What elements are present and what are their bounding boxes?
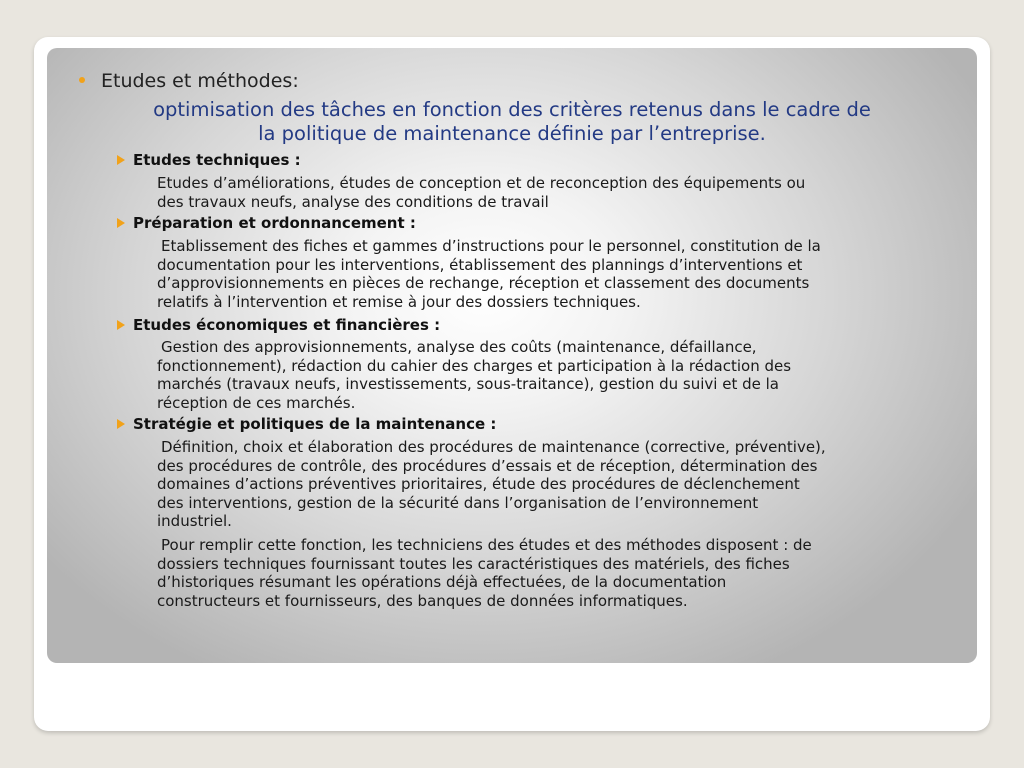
subtitle-line: la politique de maintenance définie par l’entreprise.: [258, 122, 766, 145]
subtitle: [67, 98, 957, 146]
section-body-economiques: [157, 338, 927, 412]
bullet-title-text: Etudes et méthodes:: [101, 70, 299, 92]
bullet-title: [79, 70, 299, 92]
body-line: d’historiques résumant les opérations déjà effectuées, de la documentation: [157, 573, 727, 592]
body-line: relatifs à l’intervention et remise à jour des dossiers techniques.: [157, 292, 641, 311]
slide-content: [47, 48, 977, 663]
body-line: constructeurs et fournisseurs, des banques de données informatiques.: [157, 591, 688, 610]
body-line: domaines d’actions préventives prioritaires, étude des procédures de déclenchement: [157, 475, 800, 494]
body-line: Gestion des approvisionnements, analyse des coûts (maintenance, défaillance,: [161, 338, 757, 356]
section-heading-strategie: [117, 415, 496, 433]
arrowhead-bullet-icon: [117, 218, 125, 228]
subtitle-line: optimisation des tâches en fonction des critères retenus dans le cadre de: [153, 98, 871, 121]
section-heading-economiques: [117, 316, 440, 334]
body-line: marchés (travaux neufs, investissements, sous-traitance), gestion du suivi et de la: [157, 375, 779, 394]
body-line: dossiers techniques fournissant toutes les caractéristiques des matériels, des fiches: [157, 554, 790, 573]
body-line: documentation pour les interventions, établissement des plannings d’interventions et: [157, 255, 803, 274]
body-line: des travaux neufs, analyse des conditions de travail: [157, 192, 549, 211]
arrowhead-bullet-icon: [117, 419, 125, 429]
section-heading-preparation: [117, 214, 416, 232]
section-heading-etudes-techniques: [117, 151, 301, 169]
section-heading-text: Préparation et ordonnancement :: [133, 214, 416, 232]
slide-panel: [47, 48, 977, 663]
body-line: d’approvisionnements en pièces de rechange, réception et classement des documents: [157, 274, 810, 293]
body-line: Pour remplir cette fonction, les techniciens des études et des méthodes disposent : de: [161, 536, 812, 554]
body-line: Définition, choix et élaboration des procédures de maintenance (corrective, préventive),: [161, 438, 826, 456]
body-line: industriel.: [157, 512, 232, 531]
section-heading-text: Stratégie et politiques de la maintenance :: [133, 415, 497, 433]
arrowhead-bullet-icon: [117, 320, 125, 330]
body-line: fonctionnement), rédaction du cahier des charges et participation à la rédaction des: [157, 356, 792, 375]
body-line: Etudes d’améliorations, études de conception et de reconception des équipements ou: [157, 174, 806, 192]
section-body-etudes-techniques: [157, 174, 927, 211]
arrowhead-bullet-icon: [117, 155, 125, 165]
round-bullet-icon: [79, 77, 85, 83]
body-line: des interventions, gestion de la sécurité dans l’organisation de l’environnement: [157, 493, 759, 512]
section-body-strategie: [157, 438, 927, 531]
section-body-preparation: [157, 237, 927, 311]
body-line: Etablissement des fiches et gammes d’instructions pour le personnel, constitution de la: [161, 237, 821, 255]
closing-paragraph: [157, 536, 927, 610]
section-heading-text: Etudes techniques :: [133, 151, 301, 169]
body-line: des procédures de contrôle, des procédures d’essais et de réception, détermination des: [157, 456, 818, 475]
body-line: réception de ces marchés.: [157, 393, 356, 412]
section-heading-text: Etudes économiques et financières :: [133, 316, 441, 334]
